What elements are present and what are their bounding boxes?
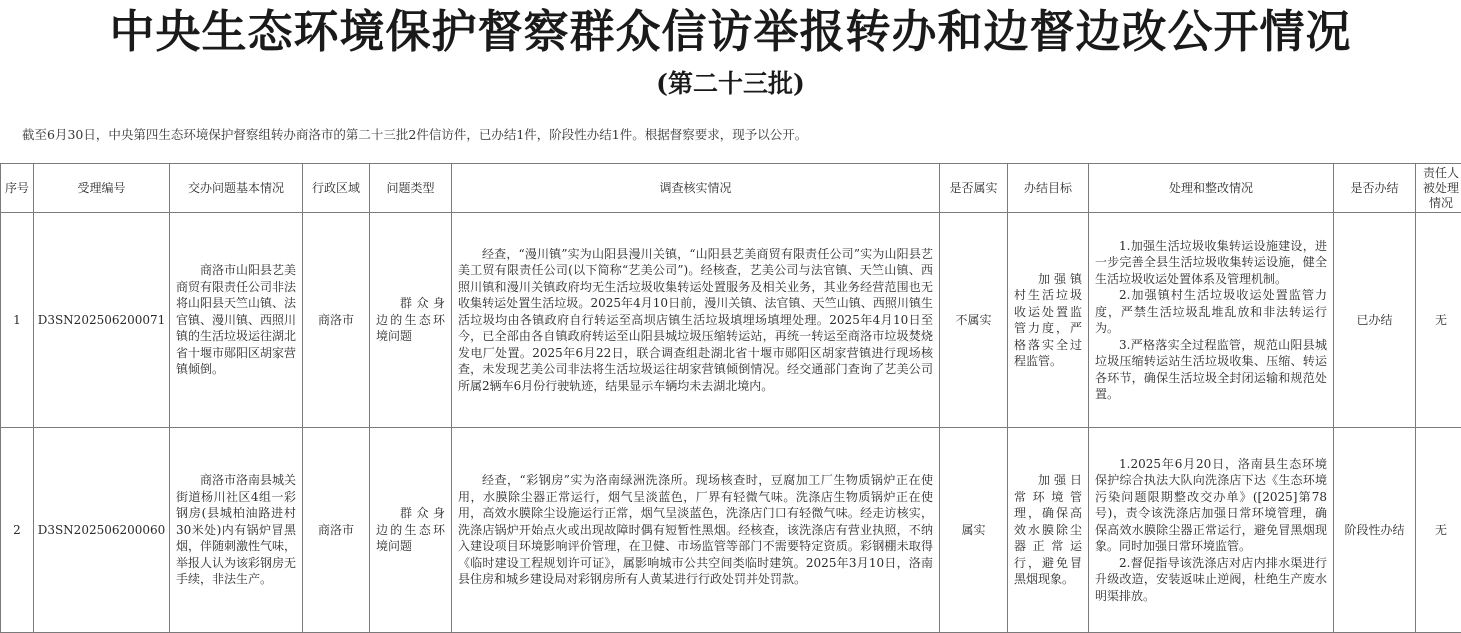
header-investigation: 调查核实情况: [452, 164, 940, 213]
cell-investigation: 经查，“彩钢房”实为洛南绿洲洗涤所。现场核查时，豆腐加工厂生物质锅炉正在使用，水膜除尘器正常运行，烟气呈淡蓝色，厂界有轻微气味。洗涤店生物质锅炉正在使用，高效水膜除尘设施运行正常，烟气呈淡蓝色，洗涤店门口有轻微气味。经走访核实，洗涤店锅炉开始点火或出现故障时偶有短暂性黑烟。经核查，该洗涤店有营业执照，不纳入建设项目环境影响评价管理，在卫健、市场监管等部门不需要特定资质。彩钢棚未取得《临时建设工程规划许可证》，属影响城市公共空间类临时建筑。2025年3月10日，洛南县住房和城乡建设局对彩钢房所有人黄某进行行政处罚并处罚款。: [452, 428, 940, 633]
header-goal: 办结目标: [1008, 164, 1089, 213]
header-accountability: 责任人被处理情况: [1416, 164, 1461, 213]
cell-region: 商洛市: [303, 428, 370, 633]
cell-problem: 商洛市洛南县城关街道杨川社区4组一彩钢房(县城柏油路进村30米处)内有锅炉冒黑烟，伴随刺激性气味，举报人认为该彩钢房无手续，非法生产。: [170, 428, 303, 633]
header-closed: 是否办结: [1334, 164, 1416, 213]
cell-index: 1: [1, 213, 34, 428]
header-problem: 交办问题基本情况: [170, 164, 303, 213]
page-title: 中央生态环境保护督察群众信访举报转办和边督边改公开情况: [0, 4, 1461, 60]
cell-measures: [1089, 428, 1334, 633]
cell-id: D3SN202506200060: [34, 428, 170, 633]
cell-verified: 属实: [940, 428, 1008, 633]
cell-measures: [1089, 213, 1334, 428]
table-header-row: [1, 164, 1461, 213]
header-type: 问题类型: [370, 164, 452, 213]
cell-goal: 加强镇村生活垃圾收运处置监管力度，严格落实全过程监管。: [1008, 213, 1089, 428]
cell-closed: 阶段性办结: [1334, 428, 1416, 633]
cell-verified: 不属实: [940, 213, 1008, 428]
petition-table: [0, 163, 1461, 633]
cell-region: 商洛市: [303, 213, 370, 428]
cell-goal: 加强日常环境管理，确保高效水膜除尘器正常运行，避免冒黑烟现象。: [1008, 428, 1089, 633]
intro-paragraph: 截至6月30日，中央第四生态环境保护督察组转办商洛市的第二十三批2件信访件，已办结1件，阶段性办结1件。根据督察要求，现予以公开。: [22, 126, 1442, 144]
cell-type: 群众身边的生态环境问题: [370, 428, 452, 633]
cell-accountability: 无: [1416, 213, 1461, 428]
cell-type: 群众身边的生态环境问题: [370, 213, 452, 428]
cell-closed: 已办结: [1334, 213, 1416, 428]
measure-item: 2.加强镇村生活垃圾收运处置监管力度，严禁生活垃圾乱堆乱放和非法转运行为。: [1095, 287, 1327, 337]
header-index: 序号: [1, 164, 34, 213]
cell-investigation: 经查，“漫川镇”实为山阳县漫川关镇，“山阳县艺美商贸有限责任公司”实为山阳县艺美工贸有限责任公司(以下简称“艺美公司”)。经核查，艺美公司与法官镇、天竺山镇、西照川镇和漫川关镇政府均无生活垃圾收集转运处置服务及相关业务，其业务经营范围也无收集转运处置生活垃圾。2025年4月10日前，漫川关镇、法官镇、天竺山镇、西照川镇生活垃圾均由各镇政府自行转运至高坝店镇生活垃圾填埋场填埋处理。2025年4月10日至今，已全部由各自镇政府转运至山阳县城垃圾压缩转运站，再统一转运至商洛市垃圾焚烧发电厂处置。2025年6月22日，联合调查组赴湖北省十堰市郧阳区胡家营镇进行现场核查，未发现艺美公司非法将生活垃圾运往胡家营镇倾倒情况。经交通部门查询了艺美公司所属2辆车6月份行驶轨迹，结果显示车辆均未去湖北境内。: [452, 213, 940, 428]
table-row: [1, 428, 1461, 633]
cell-problem: 商洛市山阳县艺美商贸有限责任公司非法将山阳县天竺山镇、法官镇、漫川镇、西照川镇的生活垃圾运往湖北省十堰市郧阳区胡家营镇倾倒。: [170, 213, 303, 428]
header-id: 受理编号: [34, 164, 170, 213]
cell-id: D3SN202506200071: [34, 213, 170, 428]
measure-item: 2.督促指导该洗涤店对店内排水渠进行升级改造，安装返味止逆阀，杜绝生产废水明渠排放。: [1095, 555, 1327, 605]
cell-accountability: 无: [1416, 428, 1461, 633]
table-row: [1, 213, 1461, 428]
cell-index: 2: [1, 428, 34, 633]
header-measures: 处理和整改情况: [1089, 164, 1334, 213]
measure-item: 1.2025年6月20日，洛南县生态环境保护综合执法大队向洗涤店下达《生态环境污染问题限期整改交办单》([2025]第78号)，责令该洗涤店加强日常环境管理，确保高效水膜除尘器正常运行，避免冒黑烟现象。同时加强日常环境监管。: [1095, 456, 1327, 555]
header-verified: 是否属实: [940, 164, 1008, 213]
batch-subtitle: (第二十三批): [0, 66, 1461, 102]
measure-item: 3.严格落实全过程监管，规范山阳县城垃圾压缩转运站生活垃圾收集、压缩、转运各环节，确保生活垃圾全封闭运输和规范处置。: [1095, 337, 1327, 403]
measure-item: 1.加强生活垃圾收集转运设施建设，进一步完善全县生活垃圾收集转运设施，健全生活垃圾收运处置体系及管理机制。: [1095, 238, 1327, 288]
header-region: 行政区域: [303, 164, 370, 213]
